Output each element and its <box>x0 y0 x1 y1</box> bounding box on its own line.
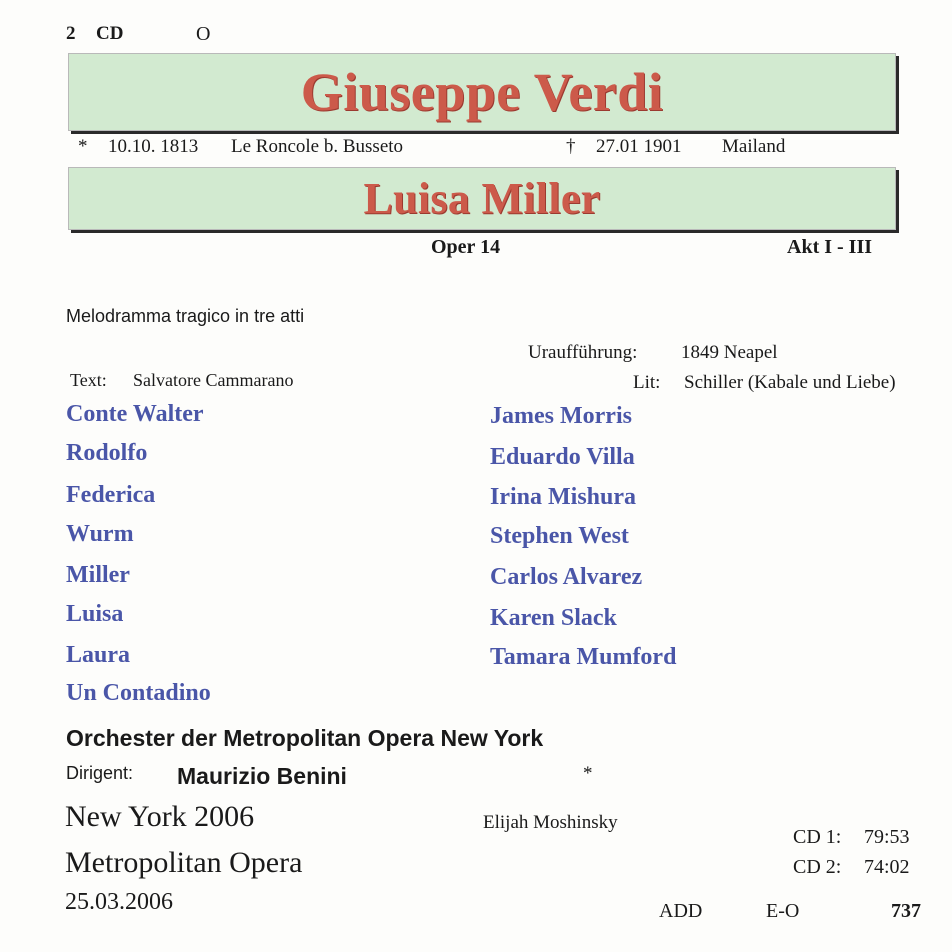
premiere-value: 1849 Neapel <box>681 342 778 363</box>
singer-name: James Morris <box>490 403 632 429</box>
composer-banner <box>68 53 896 131</box>
conductor-label: Dirigent: <box>66 763 134 783</box>
edition-code: E-O <box>766 900 800 922</box>
city-year: New York 2006 <box>65 800 255 833</box>
composer-name: Giuseppe Verdi <box>300 62 664 122</box>
lit-label: Lit: <box>633 372 661 393</box>
catalog-number: 737 <box>891 900 921 922</box>
cd1-label: CD 1: <box>793 826 842 848</box>
librettist: Salvatore Cammarano <box>133 370 294 390</box>
cd2-label: CD 2: <box>793 856 842 878</box>
death-symbol: † <box>566 136 576 157</box>
birth-place: Le Roncole b. Busseto <box>231 136 404 157</box>
cd2-duration: 74:02 <box>864 856 910 878</box>
role-name: Federica <box>66 482 156 508</box>
star-marker: * <box>583 763 593 784</box>
singer-name: Carlos Alvarez <box>490 564 643 590</box>
director-name: Elijah Moshinsky <box>483 812 618 833</box>
header-marker: O <box>196 23 211 45</box>
opera-title: Luisa Miller <box>363 174 601 223</box>
work-subtitle: Melodramma tragico in tre atti <box>66 306 305 326</box>
act-range: Akt I - III <box>787 236 873 258</box>
literary-source: Schiller (Kabale und Liebe) <box>684 372 896 393</box>
text-label: Text: <box>70 370 107 390</box>
orchestra-name: Orchester der Metropolitan Opera New York <box>66 725 544 751</box>
premiere-label: Uraufführung: <box>528 342 638 363</box>
singer-name: Stephen West <box>490 523 629 549</box>
death-place: Mailand <box>722 136 786 157</box>
birth-symbol: * <box>78 136 88 157</box>
disc-count: 2 <box>66 23 76 44</box>
role-name: Laura <box>66 642 131 668</box>
cd1-duration: 79:53 <box>864 826 910 848</box>
venue-name: Metropolitan Opera <box>65 846 303 879</box>
singer-name: Eduardo Villa <box>490 444 635 470</box>
role-name: Un Contadino <box>66 680 211 706</box>
role-name: Rodolfo <box>66 440 148 466</box>
conductor-name: Maurizio Benini <box>177 763 347 789</box>
role-name: Luisa <box>66 601 124 627</box>
performance-date: 25.03.2006 <box>65 889 173 915</box>
role-name: Conte Walter <box>66 401 204 427</box>
death-date: 27.01 1901 <box>596 136 682 157</box>
format-label: CD <box>96 23 124 44</box>
recording-type: ADD <box>659 900 703 922</box>
birth-date: 10.10. 1813 <box>108 136 199 157</box>
opera-title-banner <box>68 167 896 230</box>
singer-name: Irina Mishura <box>490 484 637 510</box>
role-name: Wurm <box>66 521 134 547</box>
singer-name: Tamara Mumford <box>490 644 677 670</box>
opus-number: Oper 14 <box>431 236 501 258</box>
singer-name: Karen Slack <box>490 605 617 631</box>
role-name: Miller <box>66 562 130 588</box>
